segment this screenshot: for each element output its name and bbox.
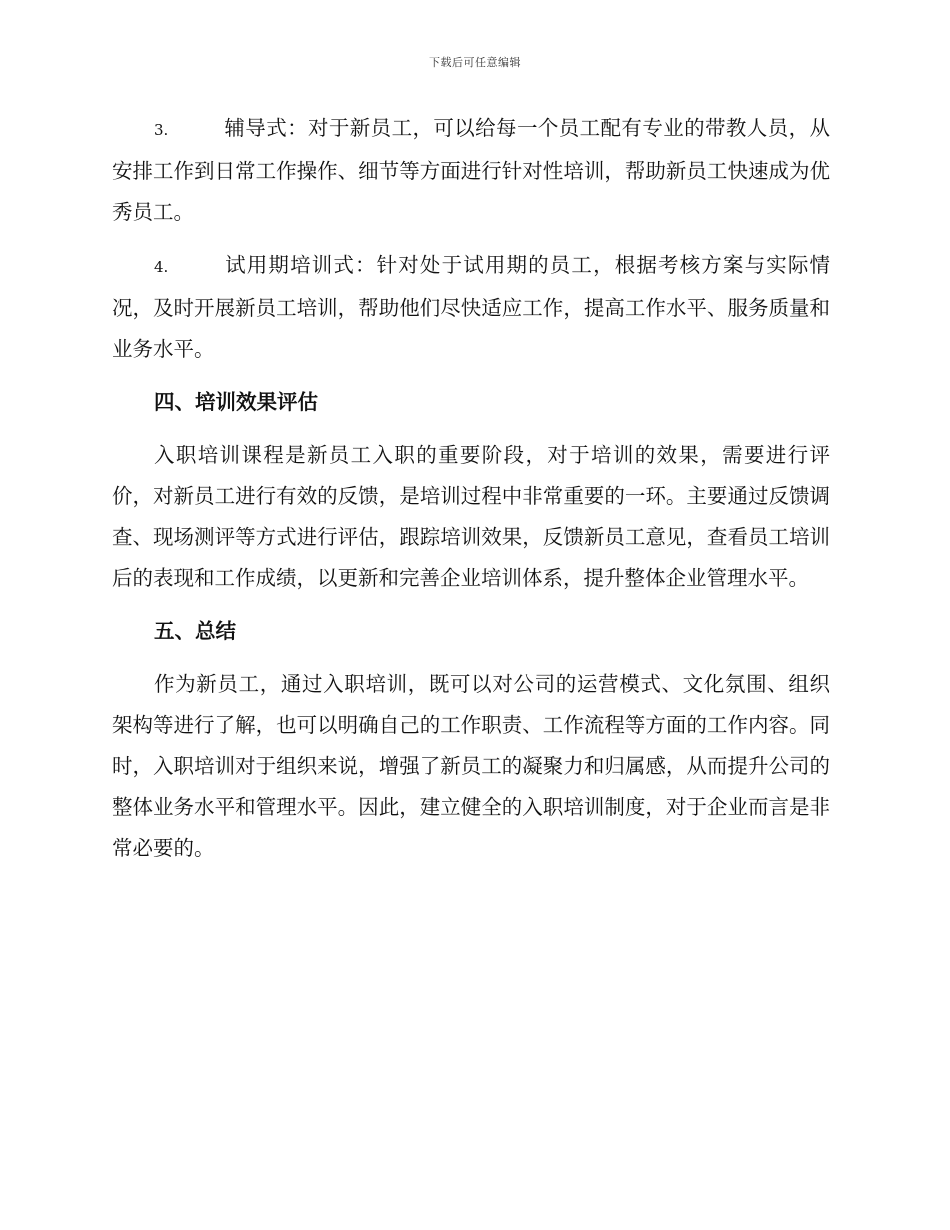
document-body <box>112 108 830 869</box>
list-number: 4. <box>154 258 169 276</box>
section-heading-summary: 五、总结 <box>154 619 236 643</box>
list-item-4 <box>112 245 830 370</box>
list-item-text: 辅导式：对于新员工，可以给每一个员工配有专业的带教人员，从安排工作到日常工作操作、细节等方面进行针对性培训，帮助新员工快速成为优秀员工。 <box>112 116 830 224</box>
page-header: 下载后可任意编辑 <box>429 56 521 69</box>
section-heading-evaluation: 四、培训效果评估 <box>154 390 318 414</box>
section-paragraph-summary: 作为新员工，通过入职培训，既可以对公司的运营模式、文化氛围、组织架构等进行了解，也可以明确自己的工作职责、工作流程等方面的工作内容。同时，入职培训对于组织来说，增强了新员工的凝聚力和归属感，从而提升公司的整体业务水平和管理水平。因此，建立健全的入职培训制度，对于企业而言是非常必要的。 <box>112 672 830 860</box>
list-item-text: 试用期培训式：针对处于试用期的员工，根据考核方案与实际情况，及时开展新员工培训，帮助他们尽快适应工作，提高工作水平、服务质量和业务水平。 <box>112 253 830 361</box>
section-paragraph-evaluation: 入职培训课程是新员工入职的重要阶段，对于培训的效果，需要进行评价，对新员工进行有效的反馈，是培训过程中非常重要的一环。主要通过反馈调查、现场测评等方式进行评估，跟踪培训效果，反馈新员工意见，查看员工培训后的表现和工作成绩，以更新和完善企业培训体系，提升整体企业管理水平。 <box>112 443 830 590</box>
list-item-3 <box>112 108 830 233</box>
list-number: 3. <box>154 121 169 139</box>
